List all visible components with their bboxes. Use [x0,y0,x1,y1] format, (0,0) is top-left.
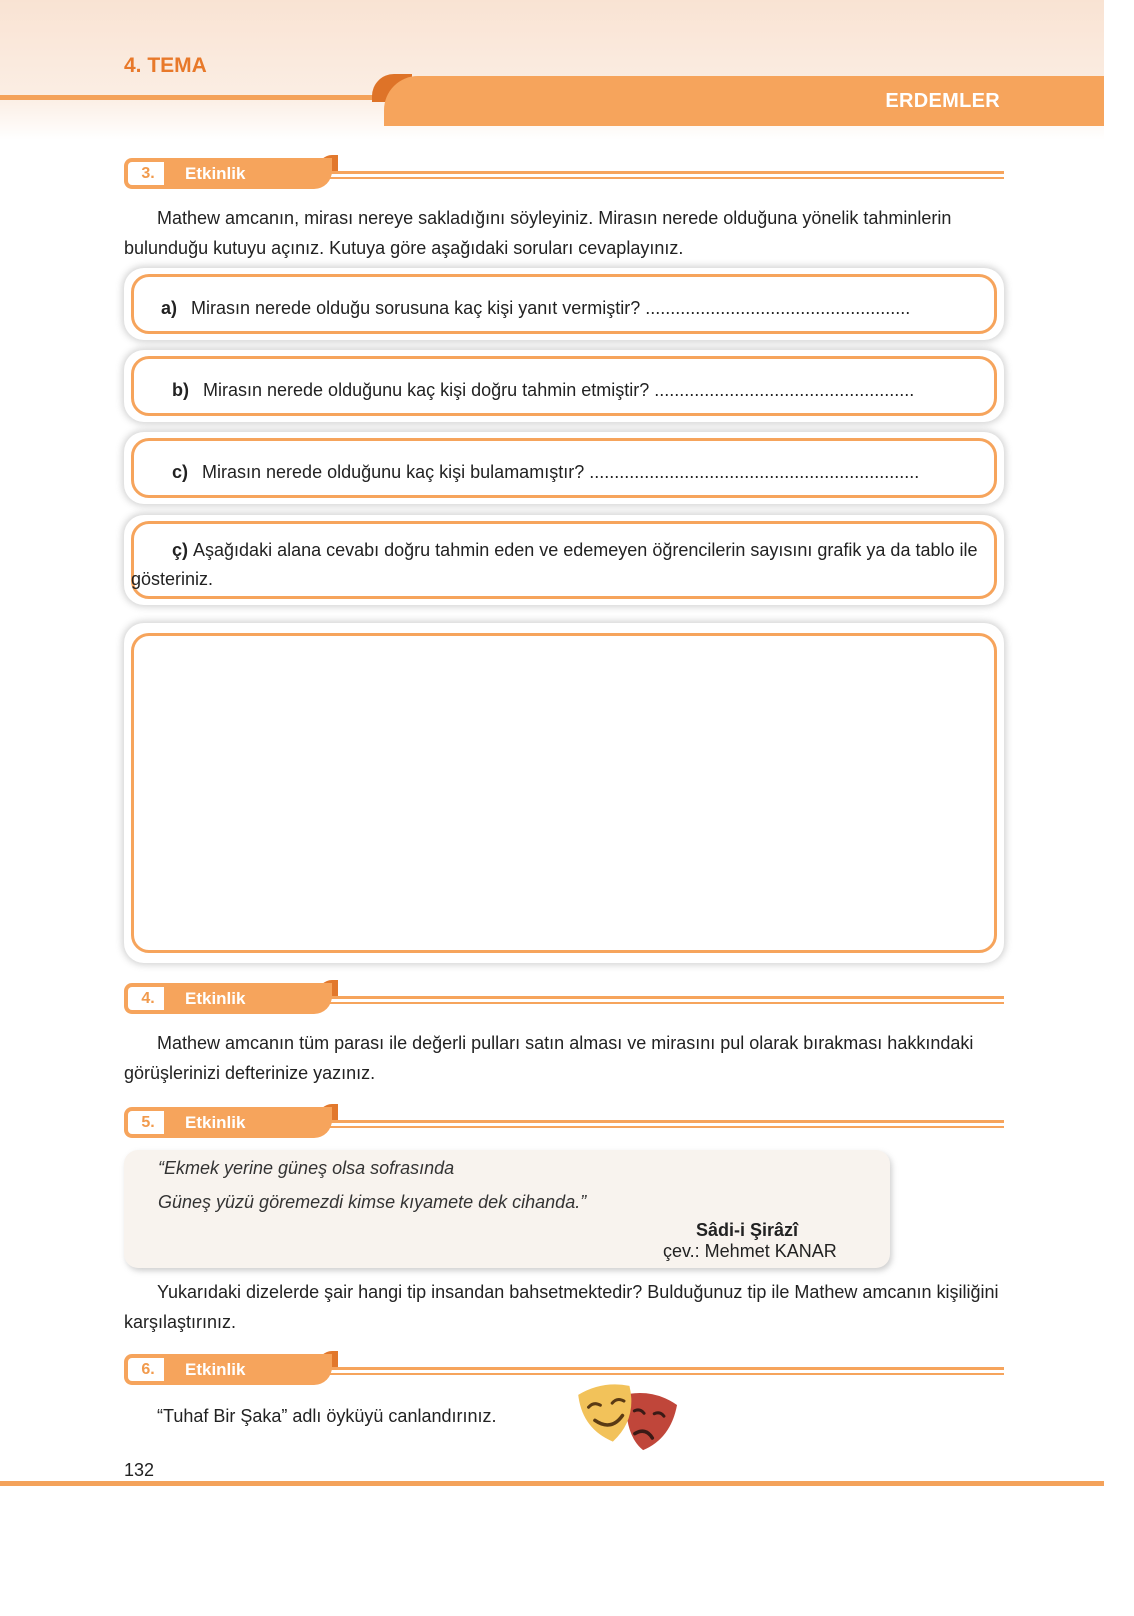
page-number: 132 [124,1460,155,1480]
header-rule [0,95,392,100]
heading-rule [329,1120,1004,1123]
activity-4-text: Mathew amcanın tüm parası ile değerli pulları satın alması ve mirasını pul olarak bırakması hakkındaki görüşlerinizi defterinize yazınız. [124,1033,974,1083]
activity-number: 6. [124,1354,168,1385]
activity-3-intro: Mathew amcanın, mirası nereye sakladığını söyleyiniz. Mirasın nerede olduğuna yönelik tahminlerin bulunduğu kutuyu açınız. Kutuya göre aşağıdaki soruları cevaplayınız. [124,208,952,258]
heading-rule [329,1002,1004,1004]
answer-frame [131,633,997,953]
heading-rule [329,996,1004,999]
question-text: Mirasın nerede olduğunu kaç kişi bulamamıştır? .................................................................. [202,462,920,482]
question-text: Mirasın nerede olduğunu kaç kişi doğru tahmin etmiştir? .................................................... [203,380,915,400]
activity-4-heading [124,980,1004,1016]
happy-mask-face [577,1381,638,1446]
question-box-c-cedilla [124,515,1004,605]
activity-label: Etkinlik [164,1354,332,1385]
heading-rule [329,1367,1004,1370]
activity-number: 4. [124,983,168,1014]
heading-rule [329,177,1004,179]
footer-rule [0,1481,1104,1486]
question-letter: c) [172,462,189,482]
question-box-b [124,350,1004,422]
question-letter: b) [172,380,189,400]
theme-number: 4. TEMA [124,54,207,77]
question-a [161,298,910,319]
happy-mask [577,1381,638,1446]
heading-rule [329,171,1004,174]
theater-masks-icon [576,1380,680,1460]
quote-line-2: Güneş yüzü göremezdi kimse kıyamete dek cihanda.” [158,1192,587,1212]
activity-number: 5. [124,1107,168,1138]
answer-area[interactable] [124,623,1004,963]
activity-5-question: Yukarıdaki dizelerde şair hangi tip insandan bahsetmektedir? Bulduğunuz tip ile Mathew amcanın kişiliğini karşılaştırınız. [124,1282,999,1332]
question-b [172,380,914,401]
activity-5-heading [124,1104,1004,1140]
heading-rule [329,1126,1004,1128]
quote-translator: çev.: Mehmet KANAR [663,1241,837,1261]
question-letter: ç) [172,540,189,560]
question-letter: a) [161,298,178,318]
activity-label: Etkinlik [164,158,332,189]
question-box-a [124,268,1004,340]
activity-label: Etkinlik [164,1107,332,1138]
question-text: Mirasın nerede olduğu sorusuna kaç kişi yanıt vermiştir? ..................................................... [191,298,911,318]
question-c [172,462,919,483]
activity-number: 3. [124,158,168,189]
activity-label: Etkinlik [164,983,332,1014]
question-text: Aşağıdaki alana cevabı doğru tahmin eden ve edemeyen öğrencilerin sayısını grafik ya da tablo ile gösteriniz. [131,540,978,589]
question-box-c [124,432,1004,504]
activity-3-heading [124,155,1004,191]
heading-rule [329,1373,1004,1375]
quote-line-1: “Ekmek yerine güneş olsa sofrasında [158,1158,455,1178]
quote-author: Sâdi-i Şirâzî [695,1220,798,1240]
activity-6-heading [124,1351,1004,1387]
theme-title: ERDEMLER [885,90,1000,112]
question-c-cedilla [131,536,983,594]
activity-6-text: “Tuhaf Bir Şaka” adlı öyküyü canlandırınız. [157,1406,497,1426]
